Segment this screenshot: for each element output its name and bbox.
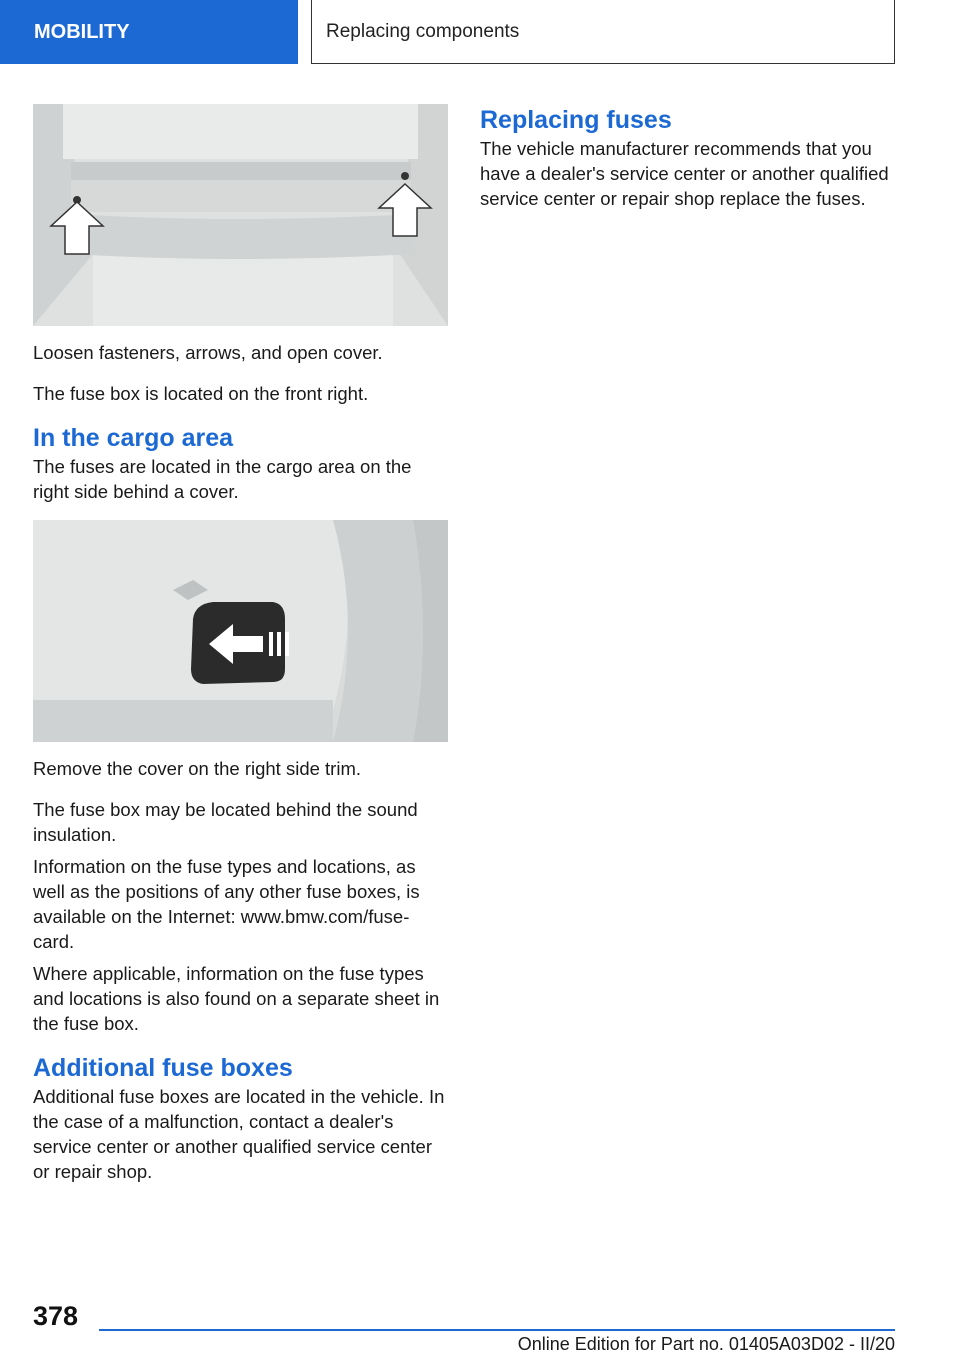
cover-fasteners-illustration <box>33 104 448 326</box>
paragraph: The fuse box is located on the front right. <box>33 383 369 404</box>
heading-cargo-area: In the cargo area <box>33 424 234 452</box>
chapter-header <box>311 0 895 64</box>
figure1-caption: Loosen fasteners, arrows, and open cover. <box>33 342 383 363</box>
page-number: 378 <box>33 1301 79 1331</box>
figure2-caption: Remove the cover on the right side trim. <box>33 758 362 779</box>
paragraph: The fuse box may be located behind the sound insulation. <box>33 799 418 845</box>
figure-cover-fasteners <box>33 104 448 326</box>
cargo-cover-illustration <box>33 520 448 742</box>
right-column <box>480 104 895 211</box>
edition-note: Online Edition for Part no. 01405A03D02 - II/20 <box>517 1334 895 1354</box>
paragraph: Information on the fuse types and locations, as well as the positions of any other fuse boxes, is available on the Internet: www.bmw.com/fuse-card. <box>33 856 420 952</box>
figure-cargo-cover <box>33 520 448 742</box>
paragraph: Where applicable, information on the fuse types and locations is also found on a separate sheet in the fuse box. <box>33 963 440 1034</box>
footer-divider <box>99 1329 895 1331</box>
chapter-title: Replacing components <box>326 20 520 42</box>
section-title: MOBILITY <box>34 20 130 43</box>
section-tab <box>0 0 298 64</box>
paragraph: The vehicle manufacturer recommends that you have a dealer's service center or another qualified service center or repair shop replace the fuses. <box>480 138 889 209</box>
heading-additional-fuse-boxes: Additional fuse boxes <box>33 1054 293 1082</box>
left-column <box>33 104 448 1184</box>
heading-replacing-fuses: Replacing fuses <box>480 106 672 134</box>
paragraph: Additional fuse boxes are located in the vehicle. In the case of a malfunction, contact a dealer's service center or another qualified service center or repair shop. <box>33 1086 445 1182</box>
paragraph: The fuses are located in the cargo area on the right side behind a cover. <box>33 456 412 502</box>
